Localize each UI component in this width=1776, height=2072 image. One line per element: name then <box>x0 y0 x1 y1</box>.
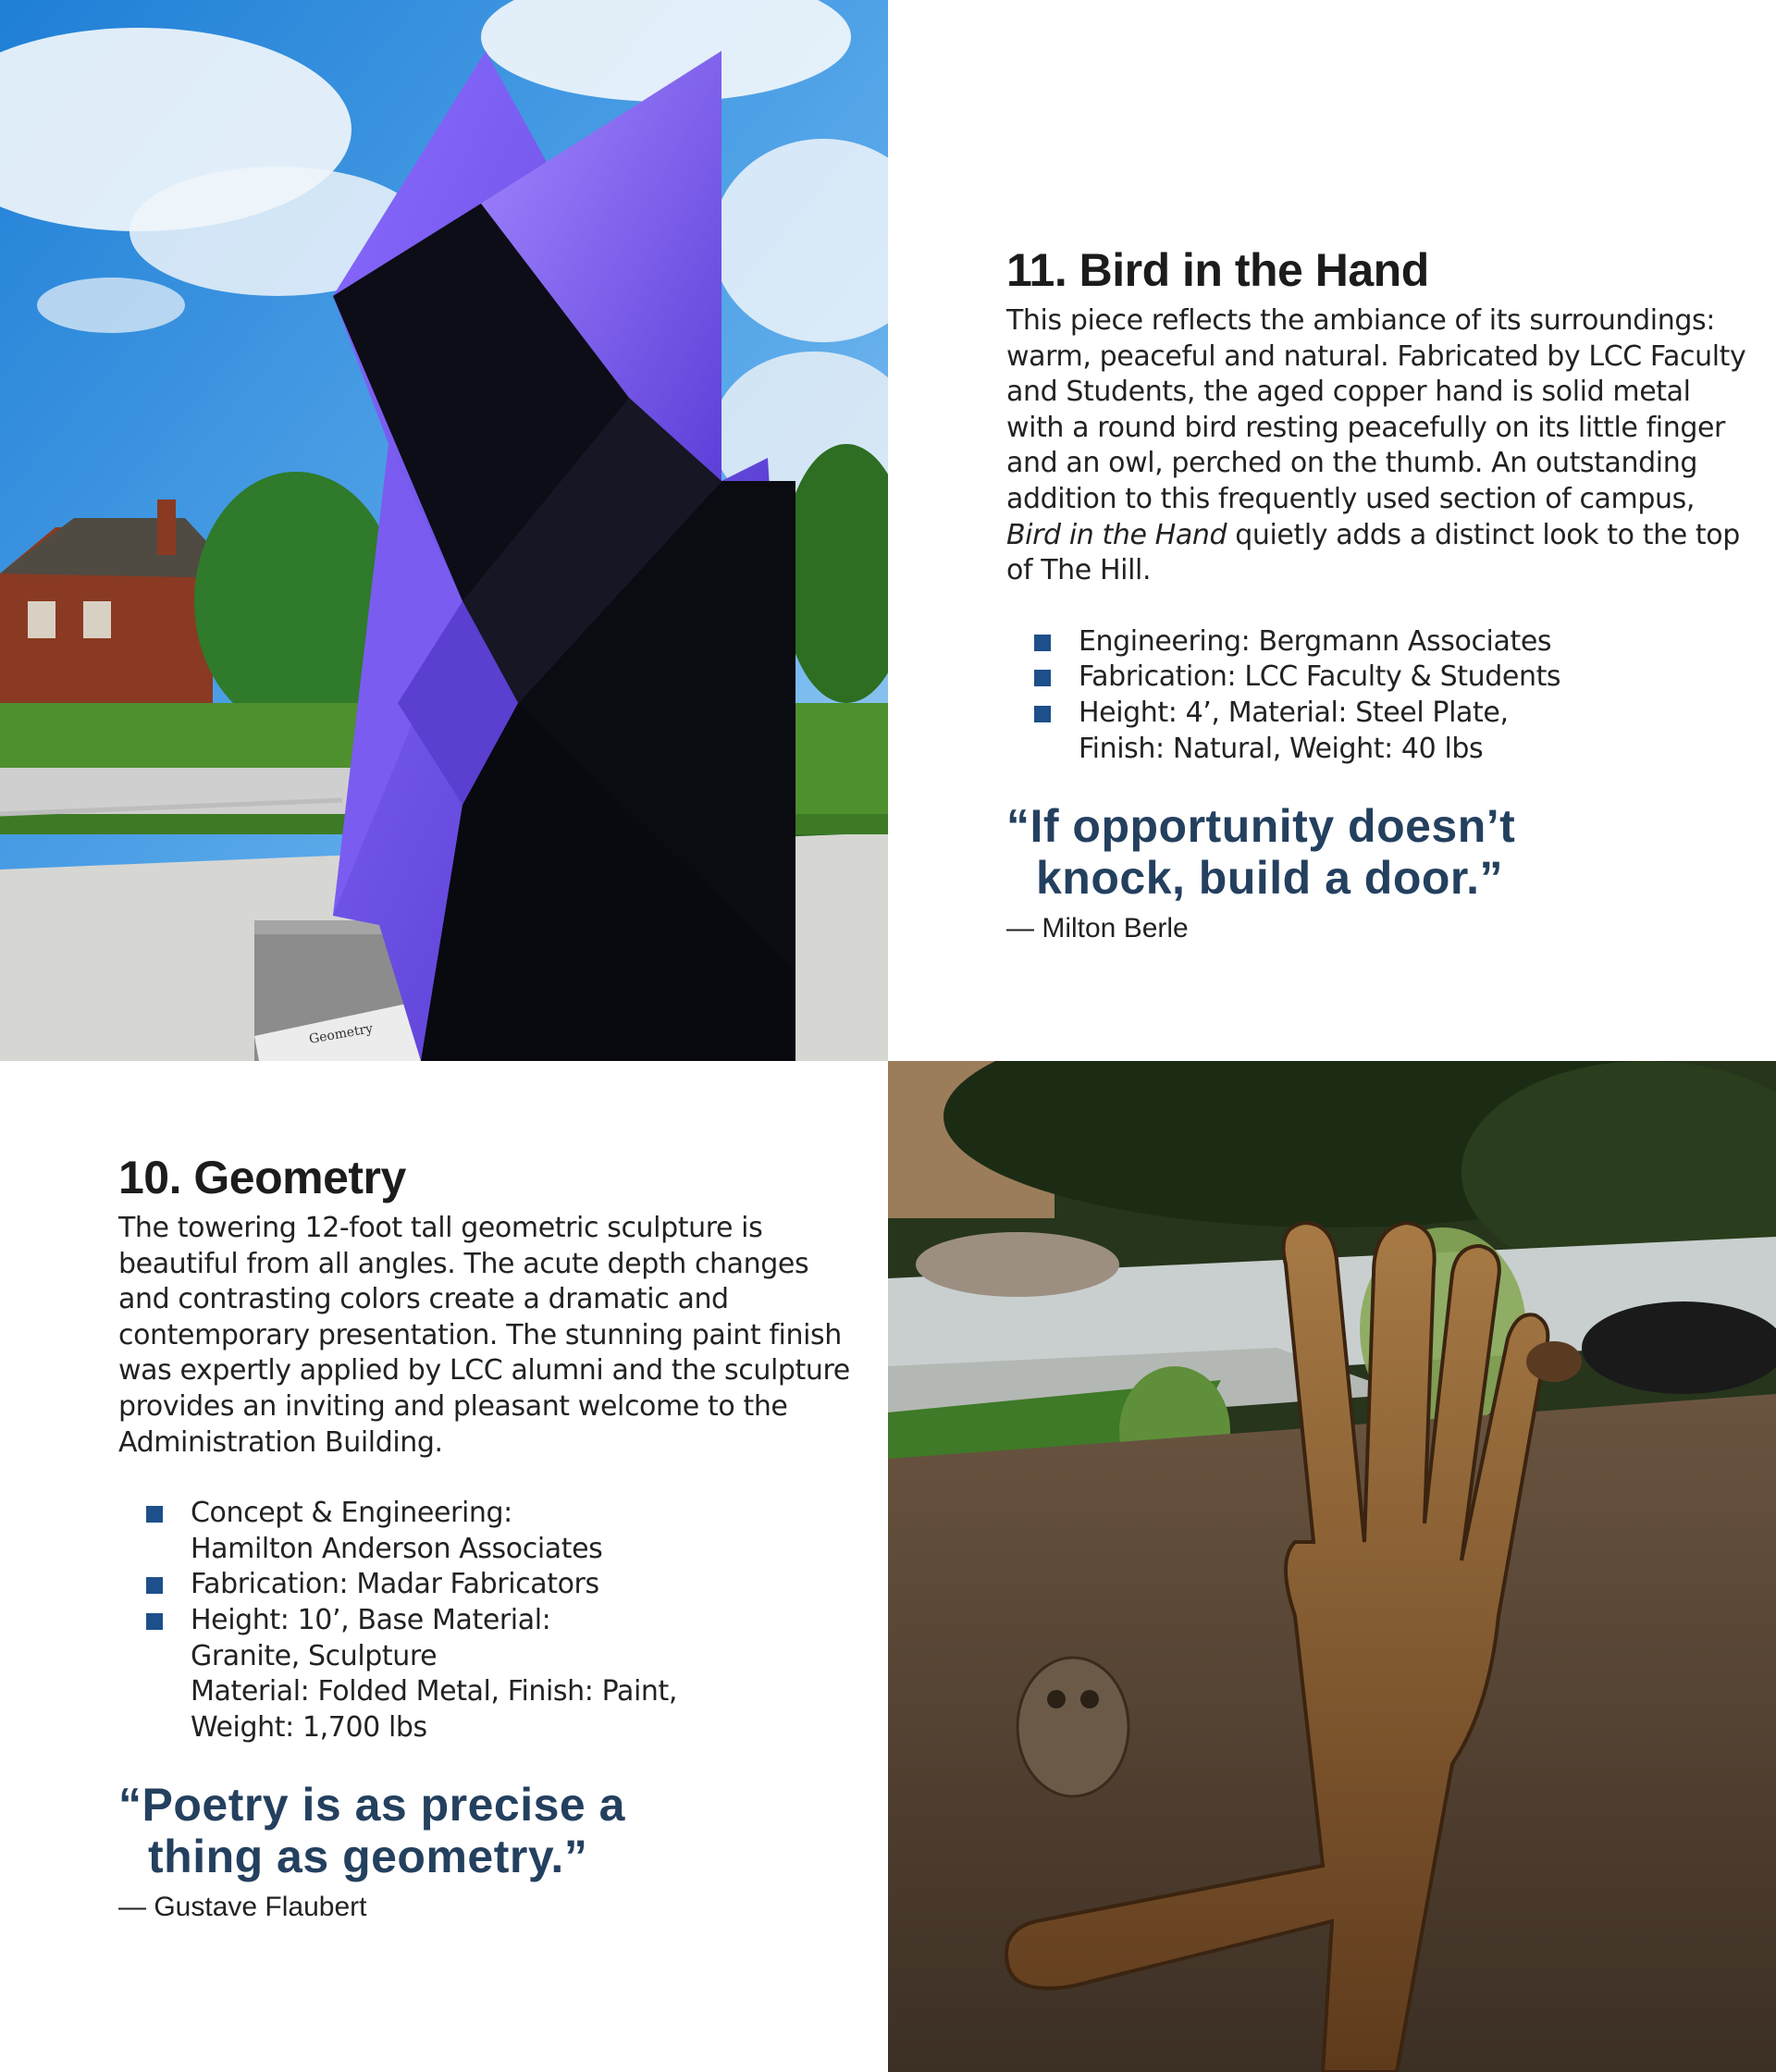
quote-author: — Milton Berle <box>1006 913 1189 944</box>
pull-quote <box>1006 800 1746 904</box>
plaque-text: Geometry <box>307 1021 375 1047</box>
square-bullet-icon <box>146 1613 163 1630</box>
description-text: quietly adds a distinct look to the top of The Hill. <box>1006 518 1740 587</box>
spec-item <box>146 1603 858 1745</box>
description-italic-title: Bird in the Hand <box>1006 518 1227 551</box>
entry-description: The towering 12-foot tall geometric sculpture is beautiful from all angles. The acute depth changes and contrasting colors create a dramatic and contemporary presentation. The stunning paint finish was expertly applied by LCC alumni and the sculpture provides an inviting and pleasant welcome to the Administration Building. <box>118 1212 850 1459</box>
entry-title: 10. Geometry <box>118 1152 406 1203</box>
square-bullet-icon <box>1034 635 1051 651</box>
square-bullet-icon <box>1034 706 1051 722</box>
spec-item <box>1034 660 1746 696</box>
square-bullet-icon <box>146 1506 163 1523</box>
spec-item <box>1034 624 1746 660</box>
spec-line: Height: 10’, Base Material: <box>191 1603 551 1636</box>
entry-bird-in-the-hand <box>1006 242 1746 946</box>
quote-line: “If opportunity doesn’t <box>1006 800 1516 853</box>
spec-line: Weight: 1,700 lbs <box>191 1710 427 1744</box>
quote-line: thing as geometry.” <box>148 1831 588 1883</box>
spec-line: Fabrication: Madar Fabricators <box>191 1568 599 1601</box>
spec-item <box>1034 696 1746 767</box>
entry-title: 11. Bird in the Hand <box>1006 244 1429 296</box>
bird-in-the-hand-photo <box>888 1061 1776 2072</box>
spec-line: Engineering: Bergmann Associates <box>1079 624 1552 658</box>
spec-line: Material: Folded Metal, Finish: Paint, <box>191 1675 677 1708</box>
spec-list <box>1006 624 1746 767</box>
spec-item <box>146 1567 858 1603</box>
spec-item <box>146 1496 858 1567</box>
quote-line: knock, build a door.” <box>1036 852 1504 905</box>
square-bullet-icon <box>1034 670 1051 686</box>
spec-line: Hamilton Anderson Associates <box>191 1532 603 1565</box>
entry-geometry <box>118 1150 858 1925</box>
square-bullet-icon <box>146 1577 163 1594</box>
geometry-sculpture-photo <box>0 0 888 1061</box>
entry-description <box>1006 303 1746 589</box>
spec-list <box>118 1496 858 1745</box>
pull-quote <box>118 1779 858 1882</box>
quote-line: “Poetry is as precise a <box>118 1779 625 1832</box>
spec-line: Fabrication: LCC Faculty & Students <box>1079 660 1561 694</box>
spec-line: Concept & Engineering: <box>191 1497 512 1530</box>
spec-line: Finish: Natural, Weight: 40 lbs <box>1079 732 1484 765</box>
spec-line: Height: 4’, Material: Steel Plate, <box>1079 696 1509 729</box>
spec-line: Granite, Sculpture <box>191 1639 438 1672</box>
description-text: This piece reflects the ambiance of its surroundings: warm, peaceful and natural. Fabricated by LCC Faculty and Students, the aged copper hand is solid metal with a round bird resting peacefully on its little finger and an owl, perched on the thumb. An outstanding addition to this frequently used section of campus, <box>1006 304 1746 515</box>
quote-author: — Gustave Flaubert <box>118 1892 367 1923</box>
